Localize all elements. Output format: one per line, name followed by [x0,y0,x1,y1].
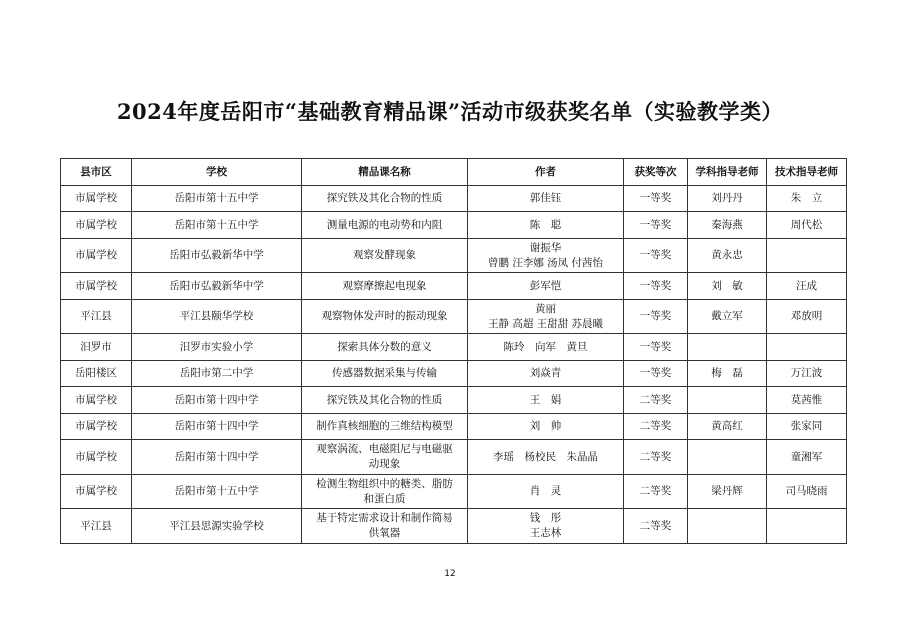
authors-cell [468,186,624,212]
school-cell: 岳阳市弘毅新华中学 [132,273,302,299]
tech-advisor-cell: 万江波 [767,360,847,386]
authors-line: 刘 帅 [529,420,562,432]
course-cell [302,238,468,273]
course-cell [302,474,468,509]
district-cell: 市属学校 [61,273,132,299]
award-cell: 二等奖 [624,413,688,439]
course-cell [302,360,468,386]
subject-advisor-cell: 刘丹丹 [688,186,767,212]
award-cell: 一等奖 [624,273,688,299]
awards-table [60,158,847,544]
authors-cell [468,440,624,475]
authors-cell [468,413,624,439]
authors-line: 郭佳钰 [529,192,562,205]
award-cell: 二等奖 [624,387,688,413]
authors-line: 黄丽 [535,302,556,315]
authors-line: 王静 高超 王甜甜 苏晨曦 [487,317,603,330]
course-line: 动现象 [368,458,401,470]
course-line: 传感器数据采集与传输 [332,367,437,380]
tech-advisor-cell: 司马晓雨 [767,474,847,509]
table-row [61,334,847,360]
table-row [61,413,847,439]
subject-advisor-cell: 黄高红 [688,413,767,439]
authors-line: 钱 彤 [529,512,562,525]
subject-advisor-cell: 秦海燕 [688,212,767,238]
tech-advisor-cell: 张家同 [767,413,847,439]
award-cell: 一等奖 [624,238,688,273]
course-line: 制作真核细胞的三维结构模型 [316,420,453,432]
header-award: 获奖等次 [624,159,688,186]
award-cell: 一等奖 [624,360,688,386]
course-cell [302,299,468,334]
school-cell: 岳阳市第二中学 [132,360,302,386]
school-cell: 岳阳市第十四中学 [132,413,302,439]
award-cell: 二等奖 [624,509,688,544]
tech-advisor-cell [767,509,847,544]
course-line: 和蛋白质 [363,492,406,505]
course-cell [302,387,468,413]
page-number: 12 [444,569,456,579]
authors-cell [468,334,624,360]
subject-advisor-cell: 黄永忠 [688,238,767,273]
course-line: 观察摩擦起电现象 [342,279,427,292]
school-cell: 岳阳市第十五中学 [132,186,302,212]
district-cell: 汨罗市 [61,334,132,360]
authors-cell [468,360,624,386]
course-cell [302,186,468,212]
district-cell: 市属学校 [61,413,132,439]
school-cell: 岳阳市第十四中学 [132,387,302,413]
school-cell: 平江县颐华学校 [132,299,302,334]
authors-line: 陈 聪 [529,218,562,231]
table-row [61,474,847,509]
tech-advisor-cell: 汪成 [767,273,847,299]
table-row [61,273,847,299]
course-line: 观察发酵现象 [353,249,416,262]
header-school: 学校 [132,159,302,186]
district-cell: 平江县 [61,509,132,544]
authors-cell [468,299,624,334]
course-line: 基于特定需求设计和制作简易 [316,512,453,525]
document-title: 2024年度岳阳市“基础教育精品课”活动市级获奖名单（实验教学类） [116,99,784,124]
award-cell: 一等奖 [624,186,688,212]
subject-advisor-cell: 梁丹辉 [688,474,767,509]
tech-advisor-cell: 周代松 [767,212,847,238]
subject-advisor-cell: 戴立军 [688,299,767,334]
table-row [61,212,847,238]
district-cell: 市属学校 [61,238,132,273]
authors-cell [468,509,624,544]
authors-cell [468,212,624,238]
table-row [61,186,847,212]
authors-line: 刘焱青 [529,367,562,380]
district-cell: 市属学校 [61,212,132,238]
header-tech-advisor: 技术指导老师 [767,159,847,186]
course-line: 测量电源的电动势和内阻 [326,218,443,231]
authors-line: 王 娟 [529,393,562,406]
district-cell: 市属学校 [61,440,132,475]
authors-line: 肖 灵 [529,485,562,498]
table-row [61,440,847,475]
course-line: 探索具体分数的意义 [337,340,432,353]
authors-line: 王志林 [529,527,562,540]
header-district: 县市区 [61,159,132,186]
table-body [61,186,847,544]
tech-advisor-cell: 莫茜惟 [767,387,847,413]
tech-advisor-cell: 童湘军 [767,440,847,475]
header-course: 精品课名称 [302,159,468,186]
course-line: 探究铁及其化合物的性质 [326,393,443,406]
tech-advisor-cell [767,334,847,360]
authors-line: 陈玲 向军 黄旦 [503,340,588,353]
district-cell: 市属学校 [61,387,132,413]
tech-advisor-cell: 邓放明 [767,299,847,334]
tech-advisor-cell [767,238,847,273]
school-cell: 岳阳市第十四中学 [132,440,302,475]
district-cell: 岳阳楼区 [61,360,132,386]
course-line: 检测生物组织中的糖类、脂肪 [316,477,453,490]
subject-advisor-cell [688,334,767,360]
authors-cell [468,474,624,509]
table-header-row [61,159,847,186]
course-cell [302,212,468,238]
subject-advisor-cell [688,387,767,413]
course-line: 观察涡流、电磁阻尼与电磁驱 [316,443,453,455]
course-cell [302,413,468,439]
award-cell: 二等奖 [624,474,688,509]
award-cell: 一等奖 [624,299,688,334]
course-line: 供氧器 [368,527,401,540]
subject-advisor-cell [688,509,767,544]
authors-cell [468,387,624,413]
header-authors: 作者 [468,159,624,186]
tech-advisor-cell: 朱 立 [767,186,847,212]
authors-line: 谢振华 [529,241,562,254]
table-row [61,509,847,544]
subject-advisor-cell: 梅 磊 [688,360,767,386]
district-cell: 市属学校 [61,186,132,212]
school-cell: 岳阳市第十五中学 [132,212,302,238]
course-cell [302,334,468,360]
course-cell [302,440,468,475]
authors-line: 彭军恺 [529,279,562,292]
authors-cell [468,273,624,299]
course-line: 探究铁及其化合物的性质 [326,192,443,205]
course-line: 观察物体发声时的振动现象 [321,310,448,323]
authors-line: 曾鹏 汪李娜 汤凤 付茜怡 [487,256,603,269]
award-cell: 一等奖 [624,334,688,360]
school-cell: 平江县思源实验学校 [132,509,302,544]
award-cell: 一等奖 [624,212,688,238]
subject-advisor-cell [688,440,767,475]
authors-cell [468,238,624,273]
table-row [61,238,847,273]
course-cell [302,509,468,544]
district-cell: 平江县 [61,299,132,334]
authors-line: 李瑶 杨校民 朱晶晶 [493,450,598,463]
course-cell [302,273,468,299]
school-cell: 汨罗市实验小学 [132,334,302,360]
header-subject-advisor: 学科指导老师 [688,159,767,186]
table-row [61,299,847,334]
table-row [61,360,847,386]
table-row [61,387,847,413]
school-cell: 岳阳市第十五中学 [132,474,302,509]
district-cell: 市属学校 [61,474,132,509]
subject-advisor-cell: 刘 敏 [688,273,767,299]
school-cell: 岳阳市弘毅新华中学 [132,238,302,273]
award-cell: 二等奖 [624,440,688,475]
